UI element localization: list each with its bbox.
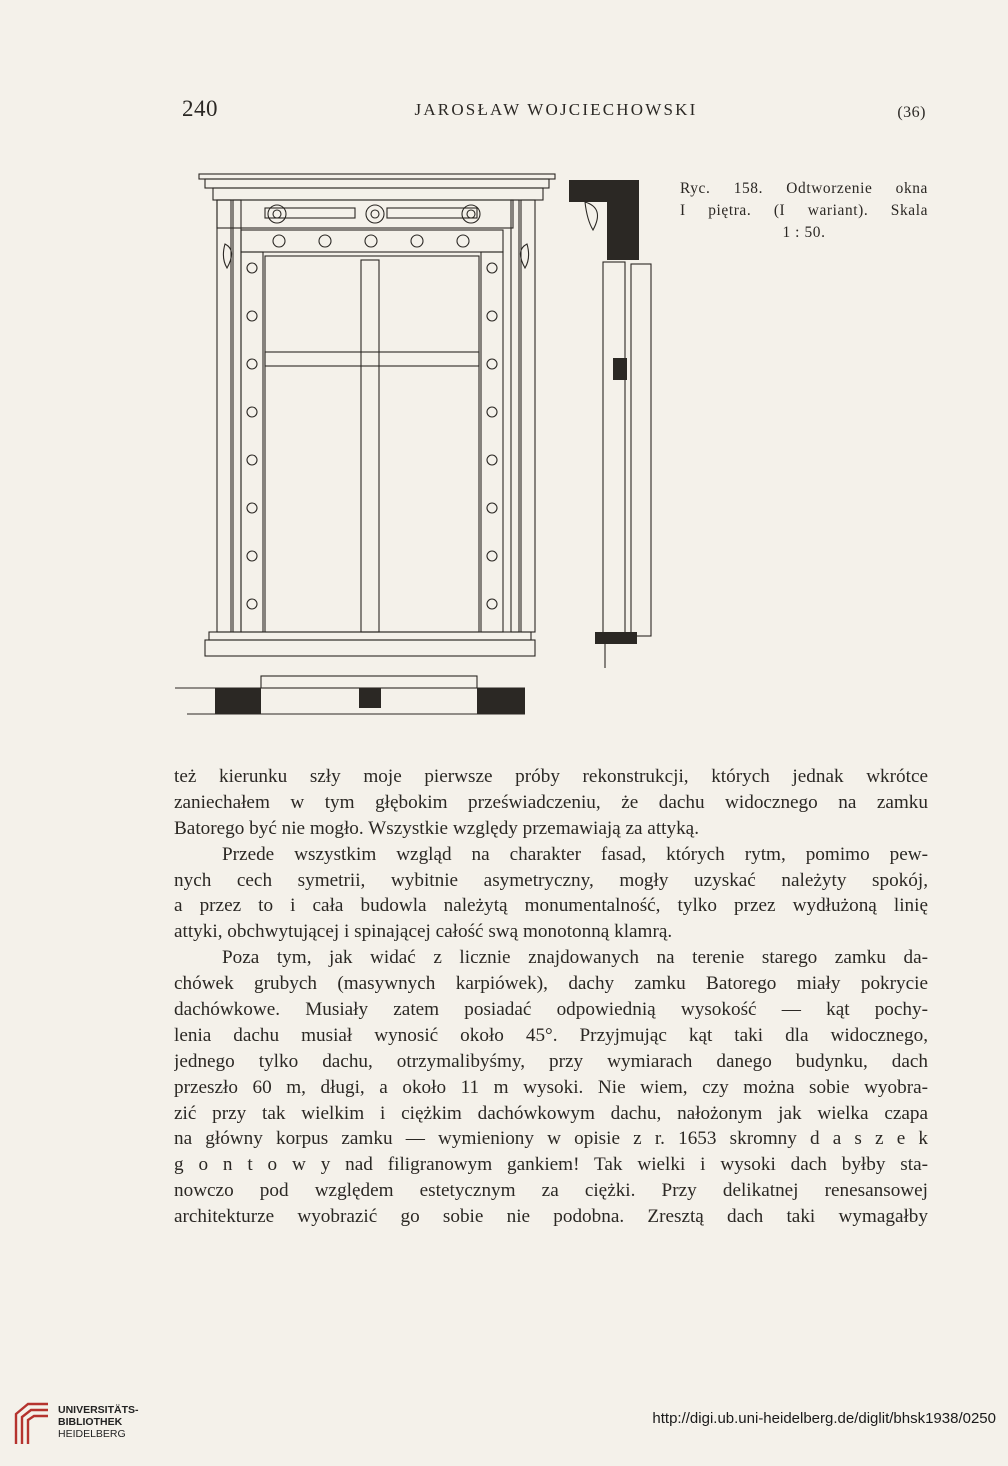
text-line: zić przy tak wielkim i ciężkim dachówkowym dachu, nałożonym jak wielka czapa (174, 1102, 928, 1124)
right-capital (520, 244, 528, 268)
part-number: (36) (897, 104, 926, 121)
section-transom (613, 358, 627, 380)
caption-line: 1 : 50. (782, 224, 826, 241)
text-line: Przede wszystkim wzgląd na charakter fasad, których rytm, pomimo pew- (222, 843, 928, 865)
plan-wall-left (215, 688, 261, 714)
frieze-rosette (371, 210, 379, 218)
page-number: 240 (182, 96, 218, 121)
text-line: a przez to i cała budowla należytą monumentalność, tylko przez wydłużoną linię (174, 895, 928, 917)
band-rosette (411, 235, 423, 247)
plan-sill (261, 676, 477, 688)
text-line: przeszło 60 m, długi, a około 11 m wysoki. Nie wiem, czy można sobie wyobra- (174, 1076, 928, 1098)
running-title: JAROSŁAW WOJCIECHOWSKI (414, 100, 698, 119)
running-head (182, 96, 930, 128)
sill-lower (205, 640, 535, 656)
text-line: dachówkowe. Musiały zatem posiadać odpowiednią wysokość — kąt pochy- (174, 999, 928, 1021)
figure-caption (680, 178, 928, 244)
frieze-panel-left (265, 208, 355, 218)
text-line: attyki, obchwytującej i spinającej całość swą monotonną klamrą. (174, 921, 673, 943)
section-bracket (585, 202, 598, 230)
library-line: BIBLIOTHEK (58, 1416, 123, 1428)
sill-upper (209, 632, 531, 640)
text-line: lenia dachu musiał wynosić około 45°. Przyjmując kąt taki dla widocznego, (174, 1024, 928, 1046)
cornice-middle (205, 179, 549, 188)
window-opening (265, 256, 479, 632)
frieze-rosette (467, 210, 475, 218)
text-line: Poza tym, jak widać z licznie znajdowanych na terenie starego zamku da- (222, 947, 928, 969)
frieze-rosette (366, 205, 384, 223)
left-jamb (241, 252, 263, 632)
cornice-bottom (213, 188, 543, 200)
text-line: g o n t o w y nad filigranowym gankiem! Tak wielki i wysoki dach byłby sta- (174, 1154, 928, 1176)
text-line: nowczo pod względem estetycznym za ciężki. Przy delikatnej renesansowej (174, 1180, 928, 1202)
window-elevation-svg (165, 168, 675, 728)
section-wall-outer (631, 264, 651, 636)
library-name (58, 1404, 139, 1440)
rosette-band (241, 230, 503, 252)
right-jamb (481, 252, 503, 632)
source-url-link[interactable]: http://digi.ub.uni-heidelberg.de/diglit/bhsk1938/0250 (652, 1410, 996, 1427)
band-rosette (319, 235, 331, 247)
left-pilaster-inner (233, 200, 241, 632)
library-logo-icon (12, 1400, 52, 1446)
text-line: na główny korpus zamku — wymieniony w opisie z r. 1653 skromny d a s z e k (174, 1128, 928, 1150)
text-line: architekturze wyobrazić go sobie nie podobna. Zresztą dach taki wymagałby (174, 1206, 928, 1228)
section-wall (603, 262, 625, 642)
cornice-top (199, 174, 555, 179)
section-frieze (607, 202, 639, 260)
section-sill (595, 632, 637, 644)
footer (0, 1394, 1008, 1454)
text-line: chówek grubych (masywnych karpiówek), dachy zamku Batorego miały pokrycie (174, 973, 928, 995)
caption-line: I piętra. (I wariant). Skala (680, 202, 928, 219)
section-cornice (569, 180, 639, 202)
band-rosette (273, 235, 285, 247)
text-line: też kierunku szły moje pierwsze próby rekonstrukcji, których jednak wkrótce (174, 766, 928, 787)
text-line: Batorego być nie mogło. Wszystkie względy przemawiają za attyką. (174, 817, 699, 839)
jamb-rosettes (247, 263, 497, 609)
library-line: HEIDELBERG (58, 1428, 126, 1440)
transom (265, 352, 479, 366)
mullion (361, 260, 379, 632)
text-line: nych cech symetrii, wybitnie asymetryczny, mogły uzyskać należyty spokój, (174, 869, 928, 891)
band-rosette (365, 235, 377, 247)
library-line: UNIVERSITÄTS- (58, 1404, 139, 1416)
band-rosette (457, 235, 469, 247)
caption-line: Ryc. 158. Odtworzenie okna (680, 180, 928, 197)
plan-wall-right (477, 688, 525, 714)
plan-mullion (359, 688, 381, 708)
frieze (217, 200, 513, 228)
left-capital (223, 244, 231, 268)
window-drawing (165, 168, 675, 728)
right-pilaster-inner (511, 200, 519, 632)
text-line: zaniechałem w tym głębokim przeświadczeniu, że dachu widocznego na zamku (174, 791, 928, 813)
body-text (174, 764, 928, 1230)
text-line: jednego tylko dachu, otrzymalibyśmy, przy wymiarach danego budynku, dach (174, 1050, 928, 1072)
frieze-rosette (273, 210, 281, 218)
